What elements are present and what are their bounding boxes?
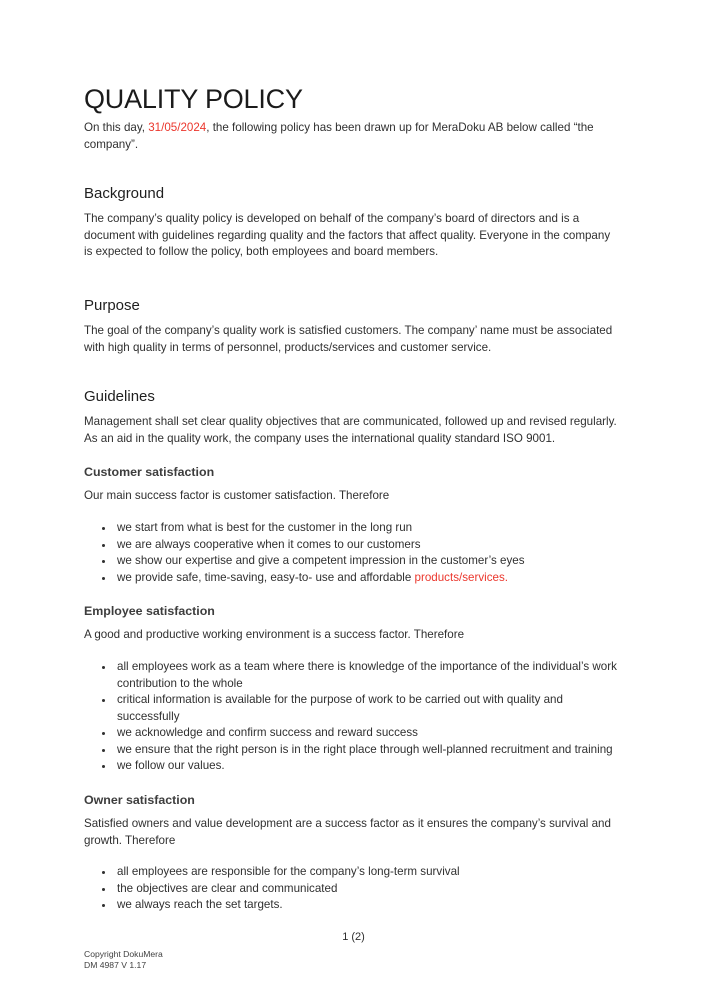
customer-satisfaction-list	[84, 520, 621, 586]
list-item: • we acknowledge and confirm success and reward success	[115, 725, 621, 742]
list-item: • all employees are responsible for the company’s long-term survival	[115, 864, 621, 881]
copyright-line: Copyright DokuMera	[84, 949, 163, 960]
list-item	[115, 570, 621, 587]
list-item: • critical information is available for the purpose of work to be carried out with quality and successfully	[115, 692, 621, 725]
list-item: • we show our expertise and give a competent impression in the customer’s eyes	[115, 553, 621, 570]
page-number: 1 (2)	[342, 931, 365, 944]
employee-satisfaction-lead: A good and productive working environment is a success factor. Therefore	[84, 628, 465, 642]
list-item: • the objectives are clear and communicated	[115, 881, 621, 898]
owner-satisfaction-heading: Owner satisfaction	[84, 793, 195, 808]
list-item: • we ensure that the right person is in the right place through well-planned recruitment and training	[115, 742, 621, 759]
document-content	[84, 84, 621, 970]
purpose-heading: Purpose	[84, 296, 140, 314]
employee-satisfaction-heading: Employee satisfaction	[84, 604, 215, 619]
customer-satisfaction-heading: Customer satisfaction	[84, 465, 215, 480]
intro-date: 31/05/2024	[148, 121, 207, 134]
list-item: • we are always cooperative when it comes to our customers	[115, 537, 621, 554]
customer-satisfaction-lead: Our main success factor is customer satisfaction. Therefore	[84, 489, 390, 503]
guidelines-heading: Guidelines	[84, 388, 155, 406]
guidelines-body: Management shall set clear quality objectives that are communicated, followed up and revised regularly. As an aid in the quality work, the company uses the international quality standard ISO 9001.	[84, 415, 617, 445]
intro-text-post: , the following policy has been drawn up for MeraDoku AB below called “the company”.	[84, 121, 594, 151]
bullet-text-pre: we provide safe, time-saving, easy-to- use and affordable	[117, 570, 415, 584]
document-id-line: DM 4987 V 1.17	[84, 959, 147, 970]
list-item: • all employees work as a team where there is knowledge of the importance of the individual’s work contribution to the whole	[115, 659, 621, 692]
owner-satisfaction-list	[84, 864, 621, 914]
intro-text-pre: On this day,	[84, 121, 149, 134]
list-item: • we follow our values.	[115, 758, 621, 775]
intro-paragraph	[84, 120, 621, 153]
bullet-text-red: products/services.	[414, 570, 508, 584]
list-item: • we always reach the set targets.	[115, 897, 621, 914]
employee-satisfaction-list	[84, 659, 621, 775]
background-body: The company’s quality policy is developed on behalf of the company’s board of directors and is a document with guidelines regarding quality and the factors that affect quality. Everyone in the company is expected to follow the policy, both employees and board members.	[84, 212, 611, 259]
background-heading: Background	[84, 185, 165, 203]
owner-satisfaction-lead: Satisfied owners and value development are a success factor as it ensures the company’s survival and growth. Therefore	[84, 817, 611, 847]
document-title: QUALITY POLICY	[84, 84, 303, 114]
footer-copyright	[84, 949, 621, 970]
list-item: • we start from what is best for the customer in the long run	[115, 520, 621, 537]
purpose-body: The goal of the company’s quality work is satisfied customers. The company’ name must be associated with high quality in terms of personnel, products/services and customer service.	[84, 323, 613, 354]
